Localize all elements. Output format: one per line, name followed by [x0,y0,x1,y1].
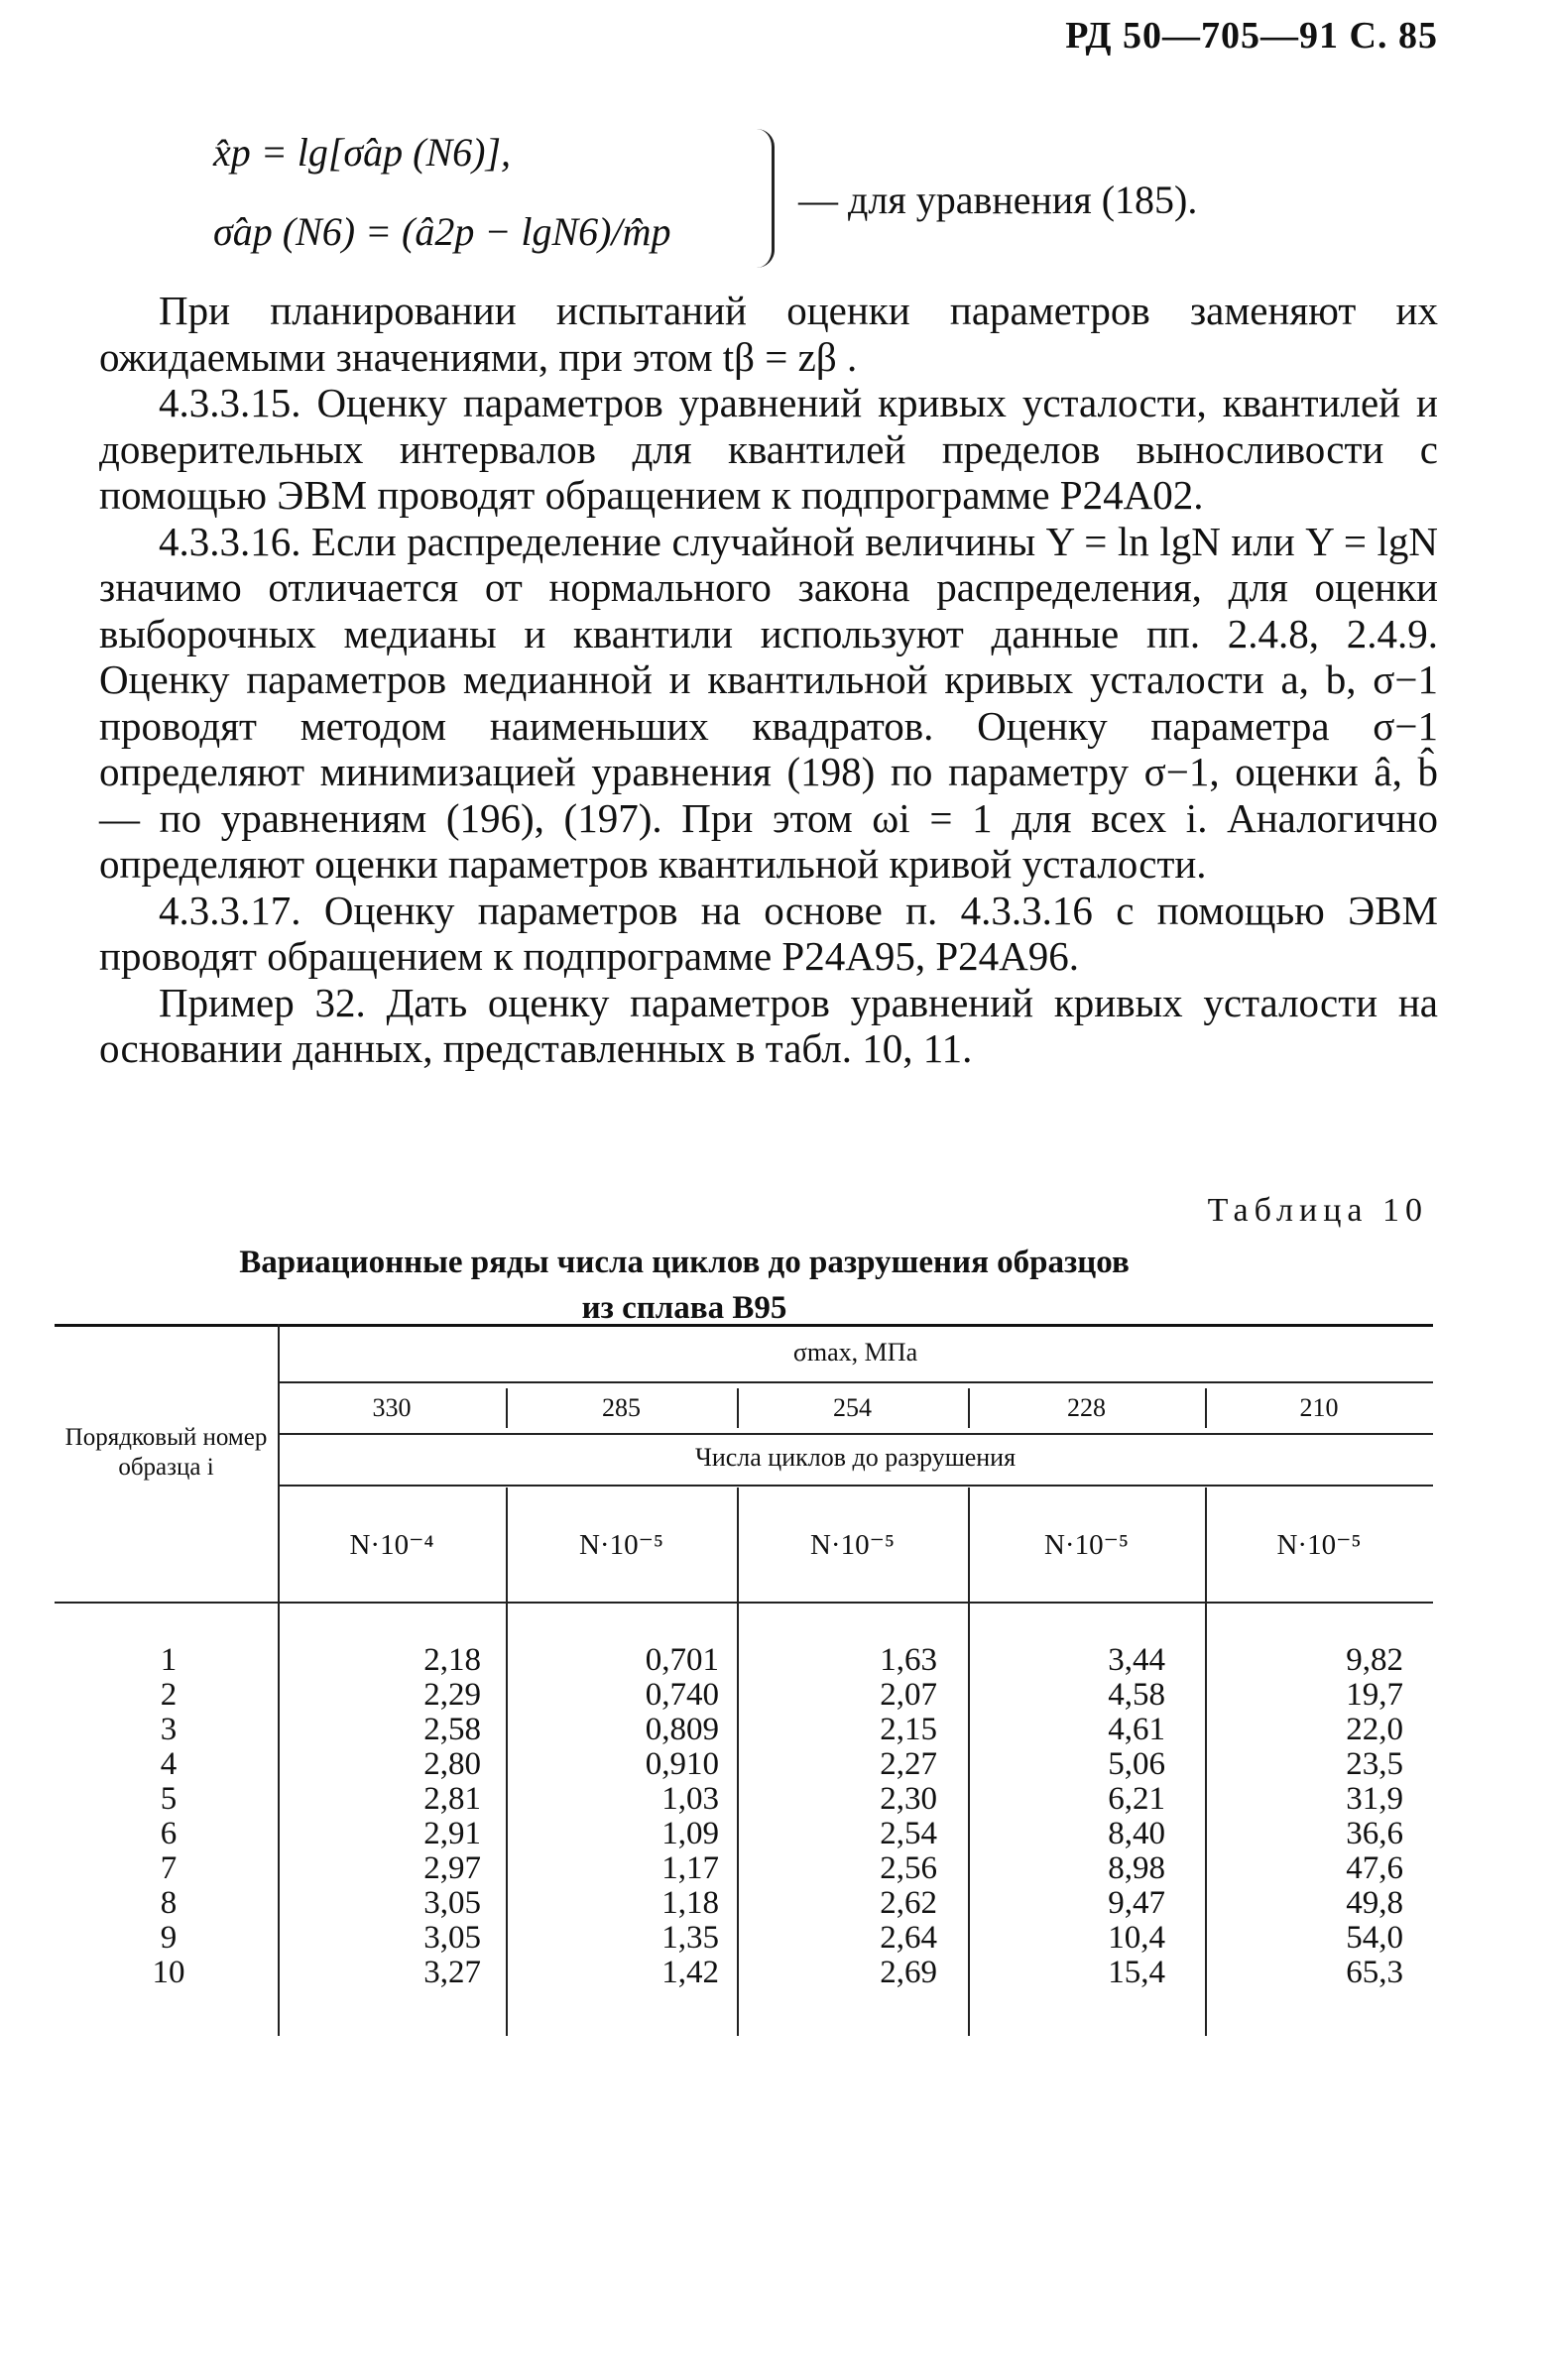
paragraph: 4.3.3.16. Если распределение случайной величины Y = ln lgN или Y = lgN значимо отличается от нормального закона распределения, для оценки выборочных медианы и квантили используют данные пп. 2.4.8, 2.4.9. Оценку параметров медианной и квантильной кривых усталости a, b, σ−1 проводят методом наименьших квадратов. Оценку параметра σ−1 определяют минимизацией уравнения (198) по параметру σ−1, оценки â, b̂ — по уравнениям (196), (197). При этом ωi = 1 для всех i. Аналогично определяют оценки параметров квантильной кривой усталости. [99,518,1438,887]
paragraph: 4.3.3.17. Оценку параметров на основе п. 4.3.3.16 с помощью ЭВМ проводят обращением к подпрограмме P24A95, P24A96. [99,887,1438,979]
formula-brace [744,129,775,268]
stress-value: 254 [833,1393,872,1422]
table-cell: 0,740 [645,1677,719,1713]
stress-value: 285 [602,1393,641,1422]
table-cell: 31,9 [1346,1781,1403,1817]
row-index: 5 [160,1781,178,1817]
table-cell: 23,5 [1346,1746,1403,1782]
stress-value: 330 [372,1393,412,1422]
unit-label: N·10⁻⁵ [809,1529,896,1561]
table-cell: 2,29 [423,1677,481,1713]
table-cell: 0,701 [645,1642,719,1678]
formula-note: — для уравнения (185). [798,178,1198,222]
row-index: 4 [160,1746,178,1782]
table-cell: 2,54 [880,1816,937,1851]
table-cell: 2,64 [880,1920,937,1956]
table-cell: 22,0 [1346,1712,1403,1747]
table-cell: 1,42 [661,1955,719,1990]
row-index: 9 [160,1920,178,1956]
row-index: 7 [160,1850,178,1886]
table-cell: 47,6 [1346,1850,1403,1886]
table-cell: 2,30 [880,1781,937,1817]
table-cell: 1,09 [661,1816,719,1851]
values-column-228 [1046,1643,1165,1990]
paragraph: 4.3.3.15. Оценку параметров уравнений кривых усталости, квантилей и доверительных интервалов для квантилей пределов выносливости с помощью ЭВМ проводят обращением к подпрограмме P24A02. [99,380,1438,518]
row-index: 6 [160,1816,178,1851]
table-cell: 49,8 [1346,1885,1403,1921]
table-cell: 5,06 [1108,1746,1165,1782]
unit-label: N·10⁻⁵ [1043,1529,1130,1561]
sigma-header: σmax, МПа [792,1338,918,1367]
table-cell: 2,69 [880,1955,937,1990]
table-cell: 3,44 [1108,1642,1165,1678]
table-cell: 3,27 [423,1955,481,1990]
table-cell: 1,63 [880,1642,937,1678]
table-cell: 65,3 [1346,1955,1403,1990]
table-cell: 3,05 [423,1885,481,1921]
table-rule-top [55,1324,1433,1327]
cycles-header: Числа циклов до разрушения [694,1443,1017,1472]
table-cell: 1,18 [661,1885,719,1921]
table-cell: 0,910 [645,1746,719,1782]
table-title [99,1240,1269,1331]
row-header: Порядковый номер образца i [64,1424,268,1481]
row-index: 2 [160,1677,178,1713]
table-col-rule [506,1488,508,2036]
table-cell: 15,4 [1108,1955,1165,1990]
values-column-254 [818,1643,937,1990]
table-cell: 9,82 [1346,1642,1403,1678]
table-cell: 2,81 [423,1781,481,1817]
unit-label: N·10⁻⁵ [1276,1529,1362,1561]
table-cell: 2,15 [880,1712,937,1747]
page-header: РД 50—705—91 С. 85 [1065,15,1438,57]
paragraph: Пример 32. Дать оценку параметров уравнений кривых усталости на основании данных, представленных в табл. 10, 11. [99,979,1438,1071]
formula-line-1: x̂p = lg[σ̂ap (N6)], [213,130,512,175]
table-cell: 1,35 [661,1920,719,1956]
table-cell: 2,56 [880,1850,937,1886]
paragraph: При планировании испытаний оценки параметров заменяют их ожидаемыми значениями, при этом tβ = zβ . [99,288,1438,380]
table-cell: 19,7 [1346,1677,1403,1713]
table-cell: 2,62 [880,1885,937,1921]
table-cell: 2,91 [423,1816,481,1851]
unit-label: N·10⁻⁴ [349,1529,434,1561]
table-cell: 2,97 [423,1850,481,1886]
table-rule-header-bottom [55,1602,1433,1604]
table-cell: 2,18 [423,1642,481,1678]
table-cell: 4,58 [1108,1677,1165,1713]
table-cell: 8,98 [1108,1850,1165,1886]
table-col-rule [1205,1488,1207,2036]
values-column-330 [352,1643,481,1990]
table-grid [55,1324,1433,2038]
table-cell: 54,0 [1346,1920,1403,1956]
table-cell: 2,27 [880,1746,937,1782]
table-cell: 4,61 [1108,1712,1165,1747]
table-title-line-2: из сплава В95 [581,1290,787,1326]
values-column-210 [1284,1643,1403,1990]
table-cell: 9,47 [1108,1885,1165,1921]
table-col-rule [968,1488,970,2036]
row-index: 1 [160,1642,178,1678]
table-rule [278,1485,1433,1487]
table-cell: 10,4 [1108,1920,1165,1956]
formula-block [213,119,1403,283]
table-cell: 0,809 [645,1712,719,1747]
table-cell: 6,21 [1108,1781,1165,1817]
index-column [114,1643,223,1990]
table-cell: 2,80 [423,1746,481,1782]
data-table [55,1324,1433,2038]
table-col-rule [278,1324,280,2036]
table-cell: 2,07 [880,1677,937,1713]
values-column-285 [590,1643,719,1990]
table-cell: 8,40 [1108,1816,1165,1851]
table-title-line-1: Вариационные ряды числа циклов до разрушения образцов [239,1245,1130,1280]
table-number: Таблица 10 [1207,1192,1428,1229]
row-index: 10 [152,1955,185,1990]
table-rule [278,1381,1433,1383]
table-cell: 2,58 [423,1712,481,1747]
table-cell: 3,05 [423,1920,481,1956]
body-text [99,288,1438,1072]
row-index: 8 [160,1885,178,1921]
table-rule [278,1433,1433,1435]
unit-label: N·10⁻⁵ [578,1529,664,1561]
table-cell: 36,6 [1346,1816,1403,1851]
stress-value: 210 [1299,1393,1339,1422]
row-index: 3 [160,1712,178,1747]
table-cell: 1,03 [661,1781,719,1817]
formula-line-2: σ̂ap (N6) = (â2p − lgN6)/m̂p [213,209,671,254]
table-cell: 1,17 [661,1850,719,1886]
table-col-rule [737,1488,739,2036]
stress-value: 228 [1067,1393,1106,1422]
